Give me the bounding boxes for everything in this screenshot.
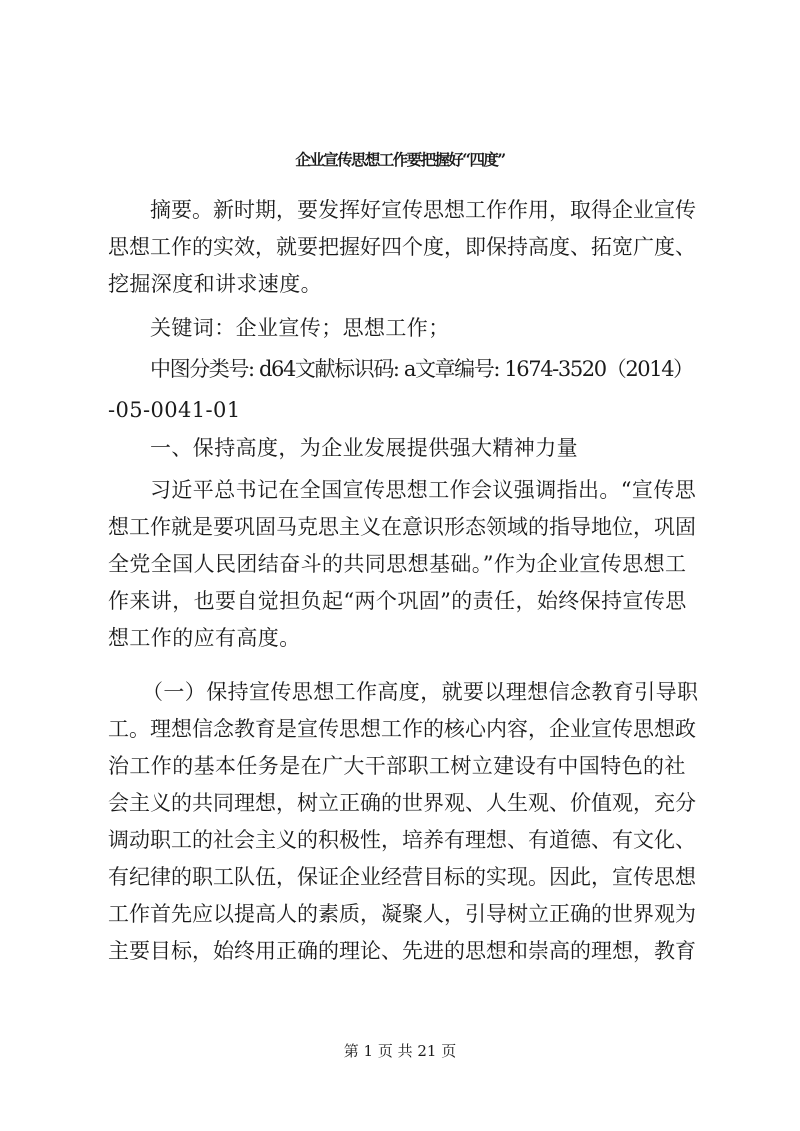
paragraph-1-line-5: 想工作的应有高度。 bbox=[108, 626, 301, 650]
paragraph-2-line-8: 主要目标，始终用正确的理论、先进的思想和崇高的理想，教育 bbox=[108, 939, 696, 963]
paragraph-2-line-6: 有纪律的职工队伍，保证企业经营目标的实现。因此，宣传思想 bbox=[108, 865, 696, 889]
paragraph-2-line-5: 调动职工的社会主义的积极性，培养有理想、有道德、有文化、 bbox=[108, 828, 696, 852]
paragraph-2-line-2: 工。理想信念教育是宣传思想工作的核心内容，企业宣传思想政 bbox=[108, 717, 696, 741]
paragraph-2-line-3: 治工作的基本任务是在广大干部职工树立建设有中国特色的社 bbox=[108, 754, 686, 778]
paragraph-1-line-3: 全党全国人民团结奋斗的共同思想基础。”作为企业宣传思想工 bbox=[108, 552, 687, 576]
paragraph-2-line-7: 工作首先应以提高人的素质，凝聚人，引导树立正确的世界观为 bbox=[108, 902, 696, 926]
paragraph-2-line-4: 会主义的共同理想，树立正确的世界观、人生观、价值观，充分 bbox=[108, 791, 696, 815]
classification-line-2: -05-0041-01 bbox=[108, 398, 241, 422]
paragraph-2-line-1: （一）保持宣传思想工作高度，就要以理想信念教育引导职 bbox=[142, 680, 699, 704]
page-footer: 第 1 页 共 21 页 bbox=[343, 1042, 457, 1060]
classification-line-1: 中图分类号: d64文献标识码: a文章编号: 1674-3520（2014） bbox=[150, 357, 693, 381]
document-title: 企业宣传思想工作要把握好“四度” bbox=[295, 150, 505, 169]
section-heading-1: 一、保持高度，为企业发展提供强大精神力量 bbox=[150, 436, 578, 460]
abstract-line-3: 挖掘深度和讲求速度。 bbox=[108, 272, 322, 296]
abstract-line-1: 摘要。新时期，要发挥好宣传思想工作作用，取得企业宣传 bbox=[150, 198, 696, 222]
paragraph-1-line-2: 想工作就是要巩固马克思主义在意识形态领域的指导地位，巩固 bbox=[108, 515, 696, 539]
abstract-line-2: 思想工作的实效，就要把握好四个度，即保持高度、拓宽广度、 bbox=[108, 235, 696, 259]
paragraph-1-line-1: 习近平总书记在全国宣传思想工作会议强调指出。“宣传思 bbox=[150, 478, 697, 502]
keywords-line: 关键词：企业宣传；思想工作； bbox=[150, 316, 450, 340]
paragraph-1-line-4: 作来讲，也要自觉担负起“两个巩固”的责任，始终保持宣传思 bbox=[108, 589, 687, 613]
